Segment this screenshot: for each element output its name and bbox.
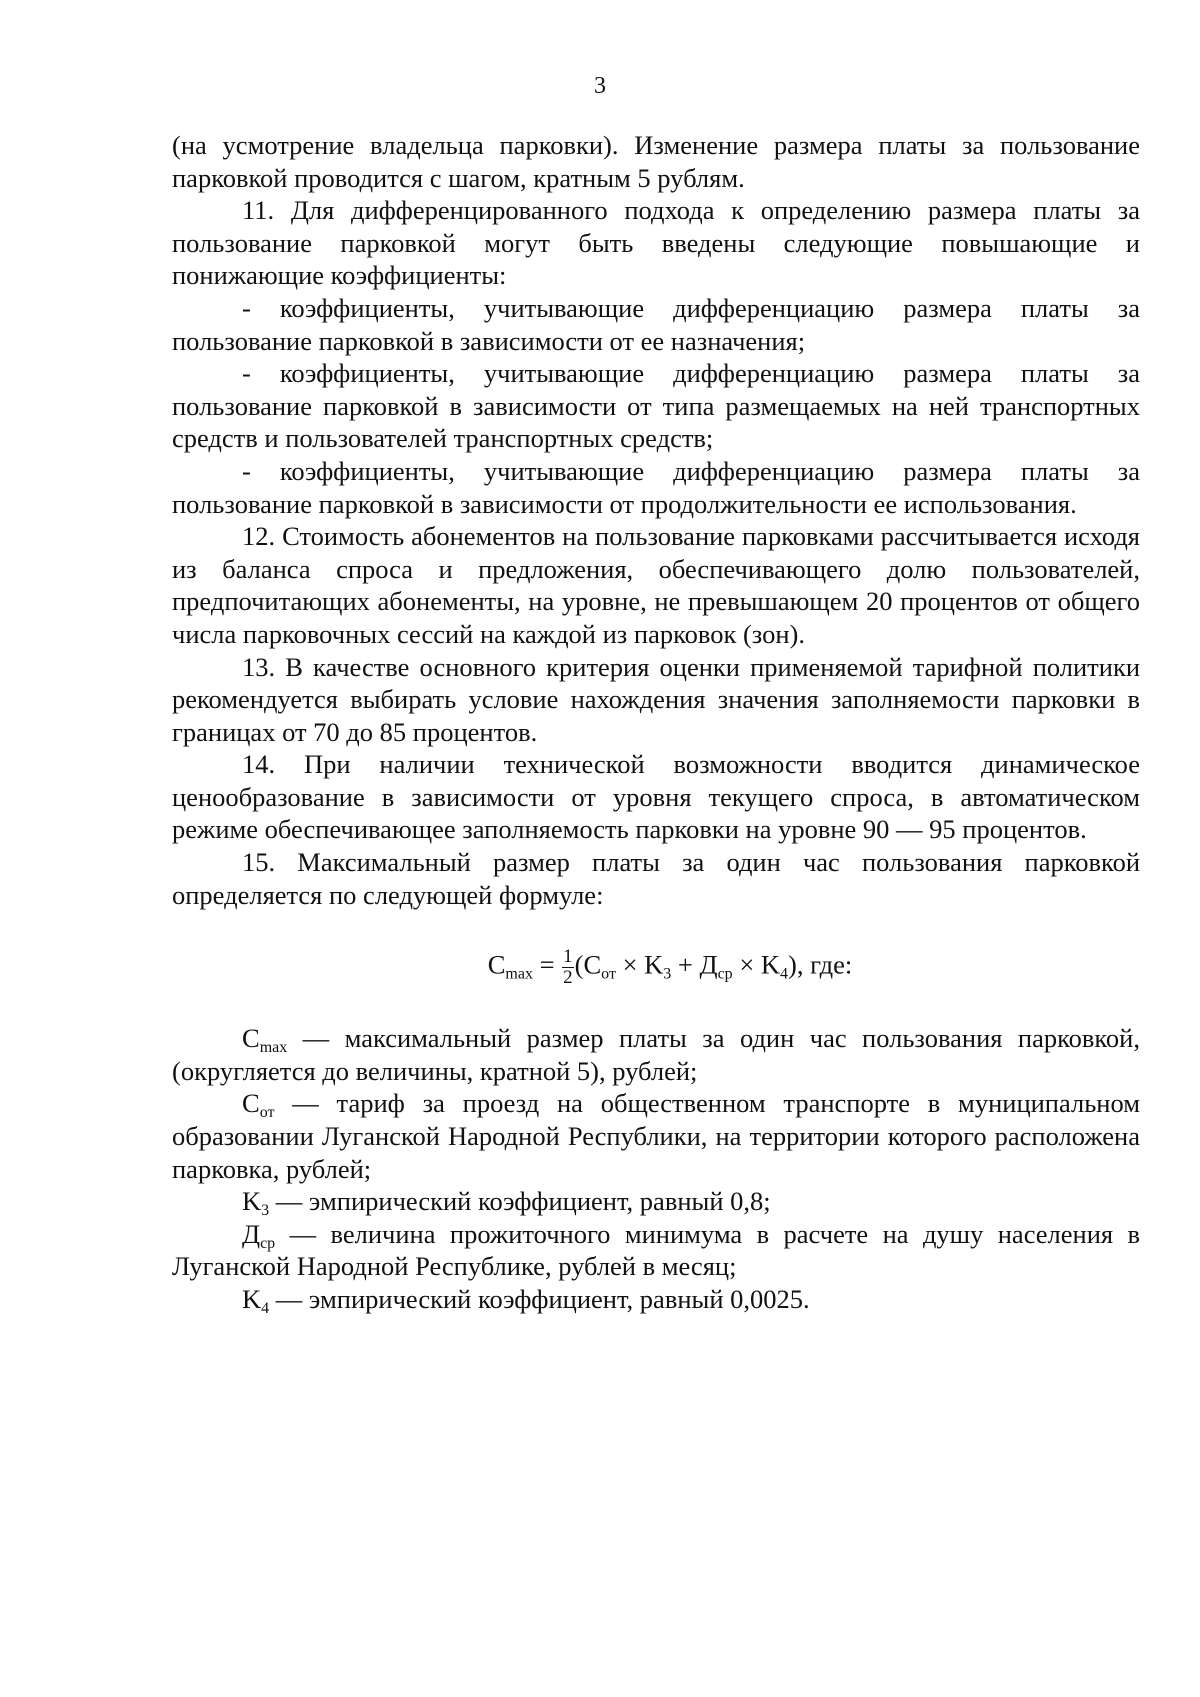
symbol-main: Д xyxy=(242,1218,261,1249)
formula-sub-cp: ср xyxy=(717,965,733,983)
formula xyxy=(186,947,1154,988)
definition-text: — величина прожиточного минимума в расчете на душу населения в Луганской Народной Республике, рублей в месяц; xyxy=(172,1218,1140,1282)
definition-item xyxy=(172,1087,1140,1185)
formula-sub-4: 4 xyxy=(780,965,789,983)
definition-item xyxy=(172,1185,1140,1218)
page-number: 3 xyxy=(594,73,606,99)
definition-symbol xyxy=(242,1023,288,1057)
definition-item xyxy=(172,1218,1140,1283)
paragraph-15: 15. Максимальный размер платы за один час пользования парковкой определяется по следующей формуле: xyxy=(172,847,1140,910)
formula-plus-d: + Д xyxy=(671,949,718,980)
symbol-sub: от xyxy=(259,1104,275,1122)
fraction-denominator: 2 xyxy=(563,967,573,989)
formula-sub-ot: от xyxy=(601,965,616,983)
formula-open: (C xyxy=(574,949,602,980)
paragraph-14: 14. При наличии технической возможности вводится динамическое ценообразование в зависимости от уровня текущего спроса, в автоматическом режиме обеспечивающее заполняемость парковки на уровне 90 — 95 процентов. xyxy=(172,749,1140,845)
symbol-main: K xyxy=(242,1284,262,1314)
definition-text: — эмпирический коэффициент, равный 0,8; xyxy=(269,1186,771,1217)
formula-lhs: C xyxy=(487,949,506,980)
paragraph-13: 13. В качестве основного критерия оценки применяемой тарифной политики рекомендуется выбирать условие нахождения значения заполняемости парковки в границах от 70 до 85 процентов. xyxy=(172,651,1140,747)
symbol-sub: 4 xyxy=(261,1300,270,1317)
definition-item xyxy=(172,1022,1140,1087)
definition-symbol xyxy=(242,1284,270,1317)
definition-text: — максимальный размер платы за один час пользования парковкой, (округляется до величины, кратной 5), рублей; xyxy=(172,1023,1140,1086)
paragraph-continuation: (на усмотрение владельца парковки). Изменение размера платы за пользование парковкой проводится с шагом, кратным 5 рублям. xyxy=(172,130,1140,193)
formula-equals: = xyxy=(532,949,562,980)
list-item: - коэффициенты, учитывающие дифференциацию размера платы за пользование парковкой в зависимости от продолжительности ее использования. xyxy=(172,455,1140,519)
formula-sub-3: 3 xyxy=(663,965,672,983)
document-body xyxy=(172,129,1140,1316)
symbol-sub: max xyxy=(259,1039,288,1057)
formula-times-k3: × K xyxy=(615,949,664,980)
definition-symbol xyxy=(242,1218,276,1252)
paragraph-12: 12. Стоимость абонементов на пользование парковками рассчитывается исходя из баланса спроса и предложения, обеспечивающего долю пользователей, предпочитающих абонементы, на уровне, не превышающем 20 процентов от общего числа парковочных сессий на каждой из парковок (зон). xyxy=(172,521,1140,649)
formula-fraction xyxy=(562,947,574,988)
definition-text: — эмпирический коэффициент, равный 0,0025. xyxy=(269,1284,810,1314)
definition-symbol xyxy=(242,1088,275,1122)
symbol-main: K xyxy=(242,1186,262,1217)
symbol-main: C xyxy=(242,1023,260,1054)
fraction-numerator: 1 xyxy=(563,946,573,968)
formula-lhs-sub: max xyxy=(505,965,533,983)
definition-text: — тариф за проезд на общественном транспорте в муниципальном образовании Луганской Народной Республики, на территории которого расположена парковка, рублей; xyxy=(172,1088,1140,1184)
list-item: - коэффициенты, учитывающие дифференциацию размера платы за пользование парковкой в зависимости от ее назначения; xyxy=(172,292,1140,356)
list-item: - коэффициенты, учитывающие дифференциацию размера платы за пользование парковкой в зависимости от типа размещаемых на ней транспортных средств и пользователей транспортных средств; xyxy=(172,358,1140,454)
definition-symbol xyxy=(242,1186,270,1220)
formula-close: ), где: xyxy=(788,949,853,980)
symbol-main: C xyxy=(242,1088,260,1119)
formula-times-k4: × K xyxy=(732,949,781,980)
symbol-sub: ср xyxy=(260,1234,276,1252)
symbol-sub: 3 xyxy=(261,1202,270,1220)
definition-item xyxy=(172,1283,1140,1316)
paragraph-11: 11. Для дифференцированного подхода к определению размера платы за пользование парковкой могут быть введены следующие повышающие и понижающие коэффициенты: xyxy=(172,195,1140,291)
